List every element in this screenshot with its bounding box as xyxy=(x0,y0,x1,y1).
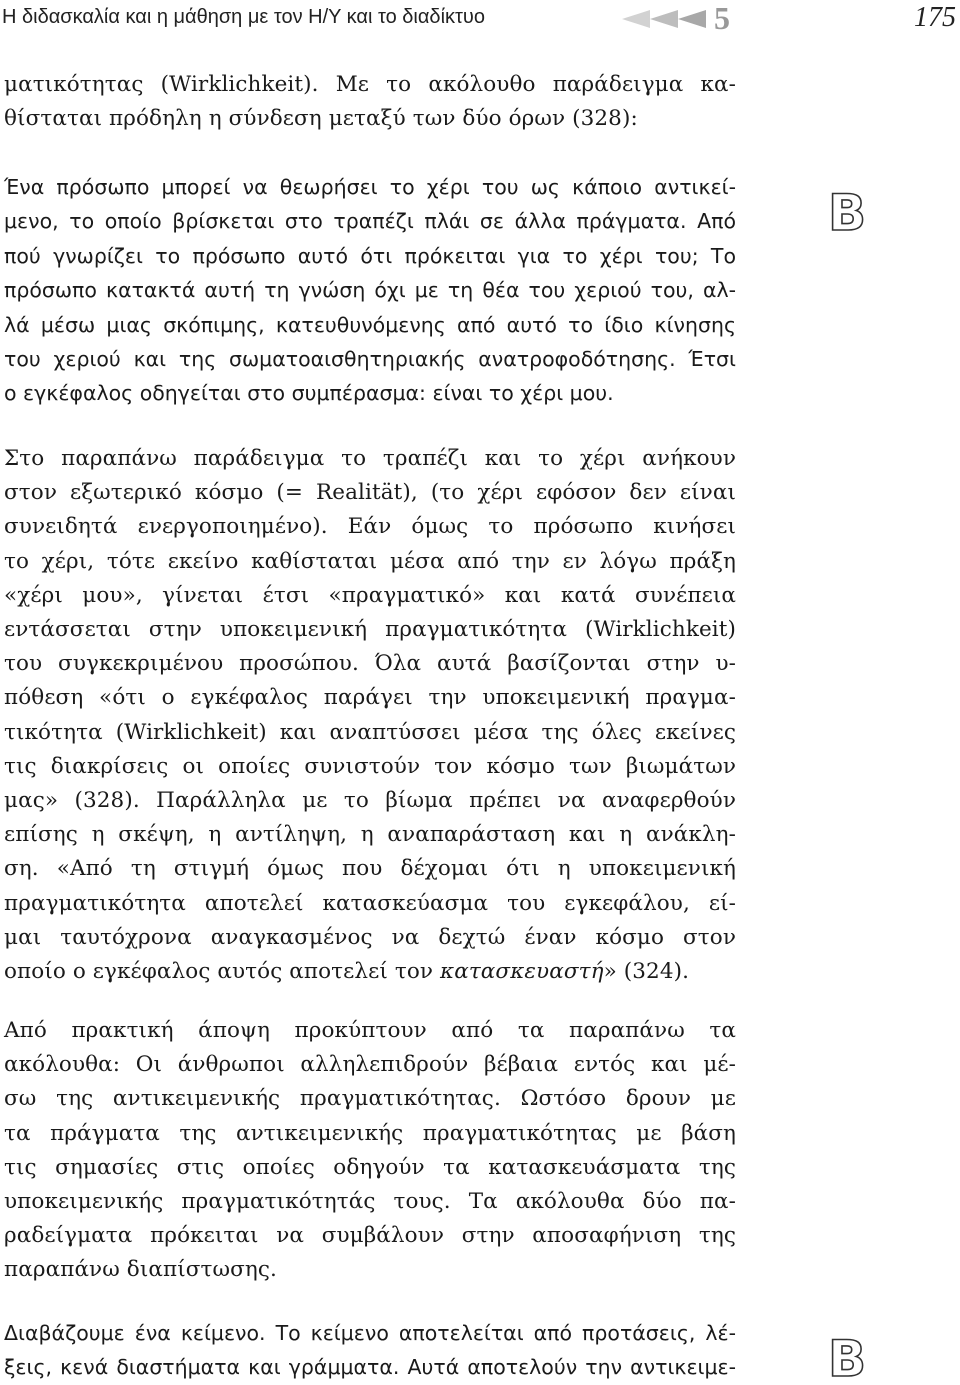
text-line: Διαβάζουμε ένα κείμενο. Το κείμενο αποτελείται από προτάσεις, λέ- xyxy=(4,1321,736,1345)
main-paragraph-practice xyxy=(4,1014,736,1288)
text-line: τις διακρίσεις οι οποίες συνιστούν τον κόσμο των βιωμάτων xyxy=(4,753,736,779)
text-line: θίσταται πρόδηλη η σύνδεση μεταξύ των δύο όρων (328): xyxy=(4,106,638,132)
text-line: Στο παραπάνω παράδειγμα το τραπέζι και το χέρι ανήκουν xyxy=(4,446,736,471)
text-line: ξεις, κενά διαστήματα και γράμματα. Αυτά αποτελούν την αντικειμε- xyxy=(4,1355,736,1380)
text-line: επίσης η σκέψη, η αντίληψη, η αναπαράσταση και η ανάκλη- xyxy=(4,822,736,848)
running-title: Η διδασκαλία και η μάθηση με τον Η/Υ και το διαδίκτυο xyxy=(2,6,485,28)
main-paragraph-reality xyxy=(4,442,736,989)
text-line: ση. «Από τη στιγμή όμως που δέχομαι ότι η υποκειμενική xyxy=(4,856,736,882)
text-line: στον εξωτερικό κόσμο (= Realität), (το χέρι εφόσον δεν είναι xyxy=(4,480,736,506)
text-line: μενο, το οποίο βρίσκεται στο τραπέζι πλάι σε άλλα πράγματα. Από xyxy=(4,209,736,234)
text-line: συνειδητά ενεργοποιημένο). Εάν όμως το πρόσωπο κινήσει xyxy=(4,514,736,540)
text-line: λά μέσω μιας σκόπιμης, κατευθυνόμενης από αυτό το ίδιο κίνησης xyxy=(4,312,736,337)
text-line: πόθεση «ότι ο εγκέφαλος παράγει την υποκειμενική πραγμα- xyxy=(4,685,736,711)
text-line: «χέρι μου», γίνεται έτσι «πραγματικό» και κατά συνέπεια xyxy=(4,582,736,608)
page-number: 175 xyxy=(914,2,956,33)
text-line: εντάσσεται στην υποκειμενική πραγματικότητα (Wirklichkeit) xyxy=(4,617,736,643)
italic-term: κατασκευαστή xyxy=(440,959,604,985)
example-marker-b-icon xyxy=(826,1334,876,1380)
text-line: ραδείγματα πρόκειται να συμβάλουν στην αποσαφήνιση της xyxy=(4,1223,736,1249)
text-line: ο εγκέφαλος οδηγείται στο συμπέρασμα: είναι το χέρι μου. xyxy=(4,381,614,406)
text-line: του συγκεκριμένου προσώπου. Όλα αυτά βασίζονται στην υ- xyxy=(4,651,736,677)
text-line: του χεριού και της σωματοαισθητηριακής ανατροφοδότησης. Έτσι xyxy=(4,347,736,372)
text-line: πού γνωρίζει το πρόσωπο αυτό ότι πρόκειται για το χέρι του; Το xyxy=(4,243,736,268)
chapter-number: 5 xyxy=(714,0,730,36)
triple-arrow-left-icon xyxy=(622,8,712,30)
text-line: τις σημασίες στις οποίες οδηγούν τα κατασκευάσματα της xyxy=(4,1154,736,1180)
example-box-hand xyxy=(4,170,736,411)
intro-paragraph xyxy=(4,68,736,136)
text-line: το χέρι, τότε εκείνο καθίσταται μέσα από την εν λόγω πράξη xyxy=(4,548,736,574)
text-line: ματικότητας (Wirklichkeit). Με το ακόλουθο παράδειγμα κα- xyxy=(4,72,736,97)
text-line: μαι ταυτόχρονα αναγκασμένος να δεχτώ έναν κόσμο στον xyxy=(4,924,736,950)
text-line: Ένα πρόσωπο μπορεί να θεωρήσει το χέρι του ως κάποιο αντικεί- xyxy=(4,175,736,199)
svg-text:B: B xyxy=(828,1334,867,1380)
example-marker-b-icon xyxy=(826,188,876,234)
svg-text:B: B xyxy=(828,188,867,234)
text-line: πρόσωπο κατακτά αυτή τη γνώση όχι με τη θέα του χεριού του, αλ- xyxy=(4,278,736,303)
text-fragment: » (324). xyxy=(603,959,690,985)
text-line: πραγματικότητα αποτελεί κατασκεύασμα του εγκεφάλου, εί- xyxy=(4,890,736,916)
text-line: μας» (328). Παράλληλα με το βίωμα πρέπει να αναφερθούν xyxy=(4,788,736,814)
running-header xyxy=(0,0,960,40)
text-line: υποκειμενικής πραγματικότητάς τους. Τα ακόλουθα δύο πα- xyxy=(4,1189,736,1215)
example-box-reading xyxy=(4,1316,736,1385)
text-line: σω της αντικειμενικής πραγματικότητας. Ωστόσο δρουν με xyxy=(4,1086,736,1112)
text-line: τικότητα (Wirklichkeit) και αναπτύσσει μέσα της όλες εκείνες xyxy=(4,719,736,745)
text-line: Από πρακτική άποψη προκύπτουν από τα παραπάνω τα xyxy=(4,1018,736,1043)
text-line: ακόλουθα: Οι άνθρωποι αλληλεπιδρούν βέβαια εντός και μέ- xyxy=(4,1052,736,1078)
text-line: τα πράγματα της αντικειμενικής πραγματικότητας με βάση xyxy=(4,1120,736,1146)
text-line: παραπάνω διαπίστωσης. xyxy=(4,1257,277,1283)
text-line xyxy=(4,955,736,989)
text-fragment: οποίο ο εγκέφαλος αυτός αποτελεί τον xyxy=(4,959,440,985)
